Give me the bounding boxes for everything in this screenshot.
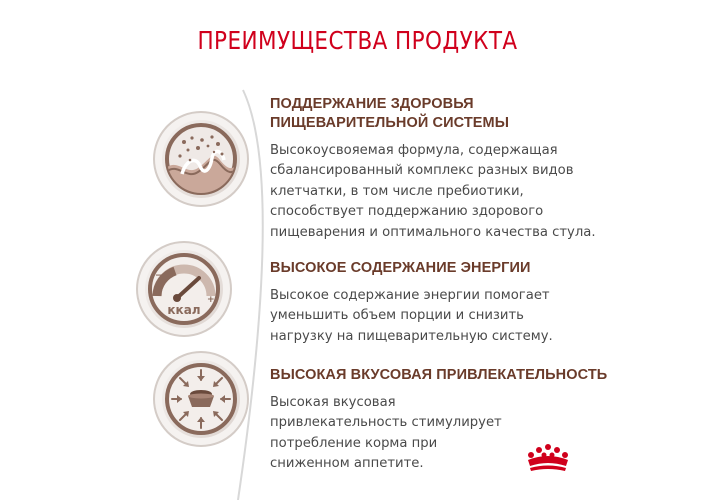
feature-description: Высокоусвояемая формула, содержащая сбалансированный комплекс разных видов клетчатки, в том числе пребиотики, способствует поддержанию здорового пищеварения и оптимального качества стула.	[270, 143, 596, 240]
svg-text:−: −	[155, 271, 163, 281]
food-bowl-palatability-icon	[152, 350, 250, 448]
feature-description: Высокая вкусовая привлекательность стимулирует потребление корма при сниженном аппетите.	[270, 395, 502, 472]
kcal-gauge-icon	[135, 240, 233, 338]
feature-description: Высокое содержание энергии помогает уменьшить объем порции и снизить нагрузку на пищеварительную систему.	[270, 288, 553, 344]
feature-heading: ВЫСОКАЯ ВКУСОВАЯ ПРИВЛЕКАТЕЛЬНОСТЬ	[270, 367, 608, 383]
feature-heading: ПОДДЕРЖАНИЕ ЗДОРОВЬЯ ПИЩЕВАРИТЕЛЬНОЙ СИСТЕМЫ	[270, 96, 510, 131]
feature-high-energy	[270, 259, 610, 347]
page-title: ПРЕИМУЩЕСТВА ПРОДУКТА	[197, 26, 518, 55]
svg-text:+: +	[207, 295, 215, 305]
feature-digestive-health	[270, 95, 610, 243]
digestion-fiber-icon	[152, 110, 250, 208]
kcal-label: ккал	[167, 303, 201, 317]
feature-heading: ВЫСОКОЕ СОДЕРЖАНИЕ ЭНЕРГИИ	[270, 260, 531, 276]
royal-crown-logo	[522, 442, 574, 474]
